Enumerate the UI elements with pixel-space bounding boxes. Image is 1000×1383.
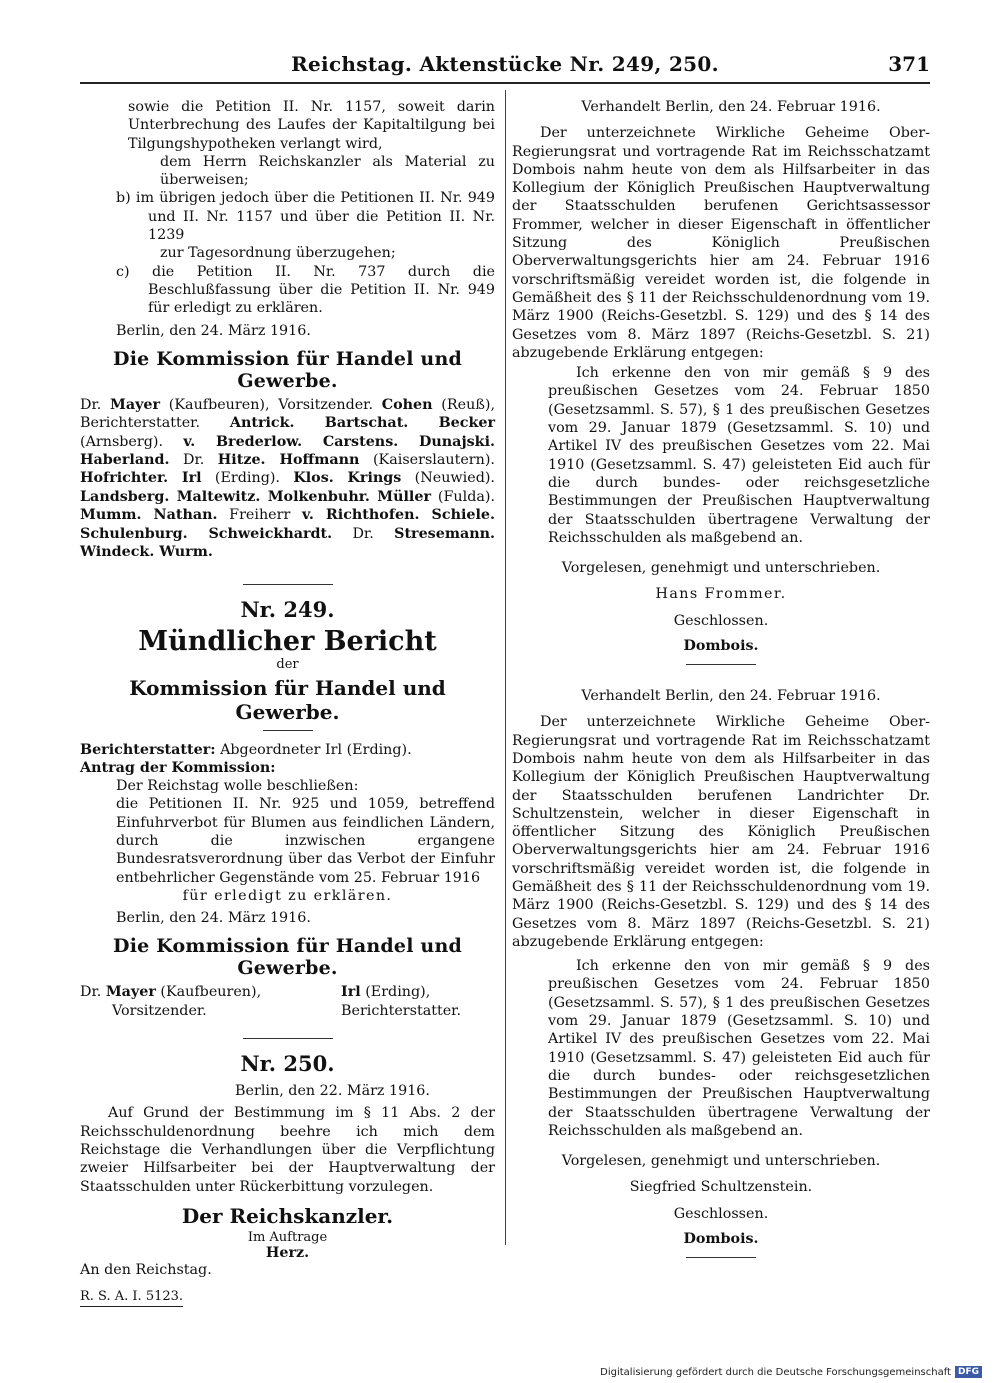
oath-text: Ich erkenne den von mir gemäß § 9 des preußischen Gesetzes vom 24. Februar 1850 (Gesetzsamml. S. 57), § 1 des preußischen Gesetzes vom 29. Januar 1879 (Gesetzsamml. S. 10) und Artikel IV des preußischen Gesetzes vom 22. Mai 1910 (Gesetzsamml. S. 47) geleisteten Eid auch für die durch bundes- oder reichsgesetzliche Bestimmungen der Preußischen Hauptverwaltung der Staatsschulden übertragene Verwaltung der Reichsschulden als maßgebend an. bbox=[548, 365, 930, 546]
running-title: Reichstag. Aktenstücke Nr. 249, 250. bbox=[291, 52, 719, 76]
member-name: v. Brederlow. Carstens. Dunajski. Haberland. bbox=[80, 433, 495, 469]
signer-name: Irl bbox=[341, 984, 361, 1001]
commission-members bbox=[80, 396, 495, 562]
petition-item-b: b) im übrigen jedoch über die Petitionen II. Nr. 949 und II. Nr. 1157 und über die Petition II. Nr. 1239 bbox=[116, 190, 495, 244]
member-name: Mayer bbox=[110, 396, 161, 413]
report-title: Mündlicher Bericht bbox=[138, 625, 437, 657]
protocol-text: Der unterzeichnete Wirkliche Geheime Ober-Regierungsrat und vortragende Rat im Reichsschatzamt Dombois nahm heute von dem als Hilfsarbeiter in das Kollegium der Königlich Preußischen Hauptverwaltung der Staatsschulden berufenen Landrichter Dr. Schultzenstein, welcher in dieser Eigenschaft in öffentlicher Sitzung des Königlich Preußischen Oberverwaltungsgerichts hier am 24. Februar 1916 vorschriftsmäßig vereidet worden ist, die folgende in Gemäßheit des § 11 der Reichsschuldenordnung vom 19. März 1900 (Reichs-Gesetzbl. S. 129) und des § 14 des Gesetzes vom 8. März 1897 (Reichs-Gesetzbl. S. 21) abzugebende Erklärung entgegen: bbox=[512, 714, 930, 950]
member-note: (Reuß), Berichterstatter. bbox=[80, 396, 495, 432]
member-name: Mumm. Nathan. bbox=[80, 507, 218, 524]
sworn-name: Hans Frommer. bbox=[655, 586, 787, 603]
separator bbox=[263, 730, 313, 731]
separator bbox=[243, 584, 333, 585]
document-number: Nr. 249. bbox=[240, 596, 335, 622]
left-column bbox=[80, 98, 495, 1307]
reporter-label: Berichterstatter: bbox=[80, 741, 216, 758]
member-name: Hofrichter. Irl bbox=[80, 470, 202, 487]
date-line: Berlin, den 24. März 1916. bbox=[116, 322, 311, 339]
motion-intro: Der Reichstag wolle beschließen: bbox=[116, 778, 359, 795]
member-name: Klos. Krings bbox=[293, 470, 402, 487]
member-name: Stresemann. Windeck. Wurm. bbox=[80, 525, 495, 561]
motion-label: Antrag der Kommission: bbox=[80, 759, 276, 776]
member-note: (Fulda). bbox=[430, 488, 495, 505]
member-note: Dr. bbox=[332, 525, 395, 542]
member-note: (Erding). bbox=[201, 470, 294, 487]
petition-text: sowie die Petition II. Nr. 1157, soweit darin Unterbrechung des Laufes der Kapitaltilgung bei Tilgungshypotheken verlangt wird, bbox=[128, 99, 495, 152]
separator bbox=[686, 664, 756, 665]
signer-place: (Kaufbeuren), bbox=[155, 984, 262, 1001]
member-note: Dr. bbox=[169, 452, 218, 469]
closed-note: Geschlossen. bbox=[673, 612, 769, 629]
document-number: Nr. 250. bbox=[240, 1051, 335, 1077]
separator bbox=[686, 1257, 756, 1258]
member-name: v. Richthofen. Schiele. Schulenburg. Schweickhardt. bbox=[80, 507, 495, 542]
footer-credit bbox=[600, 1366, 982, 1378]
member-name: Antrick. Bartschat. Becker bbox=[229, 415, 495, 432]
column-divider bbox=[505, 90, 506, 1245]
petition-item-c: c) die Petition II. Nr. 737 durch die Beschlußfassung über die Petition II. Nr. 949 für erledigt zu erklären. bbox=[116, 263, 495, 317]
member-note: (Arnsberg). bbox=[80, 433, 184, 450]
signer-place: (Erding), bbox=[360, 984, 431, 1001]
motion-text: die Petitionen II. Nr. 925 und 1059, betreffend Einfuhrverbot für Blumen aus feindlichen Ländern, durch die inzwischen ergangene Bundesratsverordnung über das Verbot der Einfuhr entbehrlicher Gegenstände vom 25. Februar 1916 bbox=[116, 796, 495, 886]
petition-text: zur Tagesordnung überzugehen; bbox=[160, 245, 396, 262]
petition-text: dem Herrn Reichskanzler als Material zu überweisen; bbox=[160, 153, 495, 189]
dfg-logo: DFG bbox=[955, 1366, 982, 1378]
signature-left bbox=[80, 983, 261, 1020]
official-signature: Dombois. bbox=[683, 1231, 759, 1248]
signer-role: Vorsitzender. bbox=[112, 1002, 207, 1019]
closed-note: Geschlossen. bbox=[673, 1205, 769, 1222]
title-prefix: Dr. bbox=[80, 984, 106, 1001]
date-line: Berlin, den 22. März 1916. bbox=[235, 1083, 430, 1100]
member-name: Cohen bbox=[381, 396, 433, 413]
reference-number: R. S. A. I. 5123. bbox=[80, 1288, 183, 1307]
official-signature: Dombois. bbox=[683, 638, 759, 655]
signer-name: Mayer bbox=[105, 984, 156, 1001]
motion-end: für erledigt zu erklären. bbox=[182, 887, 393, 904]
sworn-name: Siegfried Schultzenstein. bbox=[629, 1179, 813, 1196]
member-note: (Kaufbeuren), Vorsitzender. bbox=[160, 396, 382, 413]
commission-heading: Die Kommission für Handel und Gewerbe. bbox=[113, 935, 462, 980]
signature-block bbox=[80, 983, 495, 1020]
read-approved: Vorgelesen, genehmigt und unterschrieben. bbox=[561, 1153, 881, 1170]
header-rule bbox=[80, 82, 930, 84]
oath-text: Ich erkenne den von mir gemäß § 9 des preußischen Gesetzes vom 24. Februar 1850 (Gesetzsamml. S. 57), § 1 des preußischen Gesetzes vom 29. Januar 1879 (Gesetzsamml. S. 10) und Artikel IV des preußischen Gesetzes vom 22. Mai 1910 (Gesetzsamml. S. 47) geleisteten Eid auch für die durch bundes- oder reichsgesetzlichen Bestimmungen der Preußischen Hauptverwaltung der Staatsschulden übertragene Verwaltung der Reichsschulden als maßgebend an. bbox=[548, 958, 930, 1139]
reporter-value: Abgeordneter Irl (Erding). bbox=[220, 741, 412, 758]
im-auftrage: Im Auftrage bbox=[247, 1229, 328, 1245]
protocol-date: Verhandelt Berlin, den 24. Februar 1916. bbox=[581, 688, 881, 705]
report-der: der bbox=[276, 656, 299, 672]
date-line: Berlin, den 24. März 1916. bbox=[116, 910, 311, 927]
member-note: (Neuwied). bbox=[401, 470, 495, 487]
chancellor-title: Der Reichskanzler. bbox=[181, 1203, 394, 1228]
member-note: Dr. bbox=[80, 396, 111, 413]
read-approved: Vorgelesen, genehmigt und unterschrieben. bbox=[561, 560, 881, 577]
member-note: (Kaiserslautern). bbox=[359, 452, 495, 469]
letter-text: Auf Grund der Bestimmung im § 11 Abs. 2 der Reichsschuldenordnung beehre ich mich dem Reichstage die Verhandlungen über die Verpflichtung zweier Hilfsarbeiter bei der Hauptverwaltung der Staatsschulden unter Rückerbittung vorzulegen. bbox=[80, 1105, 495, 1195]
protocol-date: Verhandelt Berlin, den 24. Februar 1916. bbox=[581, 99, 881, 115]
member-name: Landsberg. Maltewitz. Molkenbuhr. Müller bbox=[80, 488, 431, 505]
footer-text: Digitalisierung gefördert durch die Deutsche Forschungsgemeinschaft bbox=[600, 1366, 951, 1378]
separator bbox=[243, 1038, 333, 1039]
signer: Herz. bbox=[265, 1244, 310, 1261]
page-number: 371 bbox=[888, 52, 930, 76]
member-name: Hitze. Hoffmann bbox=[217, 452, 360, 469]
protocol-text: Der unterzeichnete Wirkliche Geheime Ober-Regierungsrat und vortragende Rat im Reichsschatzamt Dombois nahm heute von dem als Hilfsarbeiter in das Kollegium der Königlich Preußischen Hauptverwaltung der Staatsschulden berufenen Gerichtsassessor Frommer, welcher in dieser Eigenschaft in öffentlicher Sitzung des Königlich Preußischen Oberverwaltungsgerichts hier am 24. Februar 1916 vorschriftsmäßig vereidet worden ist, die folgende in Gemäßheit des § 11 der Reichsschuldenordnung vom 19. März 1900 (Reichs-Gesetzbl. S. 129) und des § 14 des Gesetzes vom 8. März 1897 (Reichs-Gesetzbl. S. 21) abzugebende Erklärung entgegen: bbox=[512, 125, 930, 361]
addressee: An den Reichstag. bbox=[80, 1261, 212, 1278]
commission-heading: Die Kommission für Handel und Gewerbe. bbox=[113, 347, 462, 392]
right-column bbox=[512, 98, 930, 1258]
signature-right bbox=[341, 983, 461, 1020]
signer-role: Berichterstatter. bbox=[341, 1002, 461, 1019]
member-note: Freiherr bbox=[217, 507, 302, 524]
report-commission: Kommission für Handel und Gewerbe. bbox=[129, 675, 446, 724]
page-header bbox=[80, 52, 930, 82]
reporter-line bbox=[80, 741, 495, 759]
